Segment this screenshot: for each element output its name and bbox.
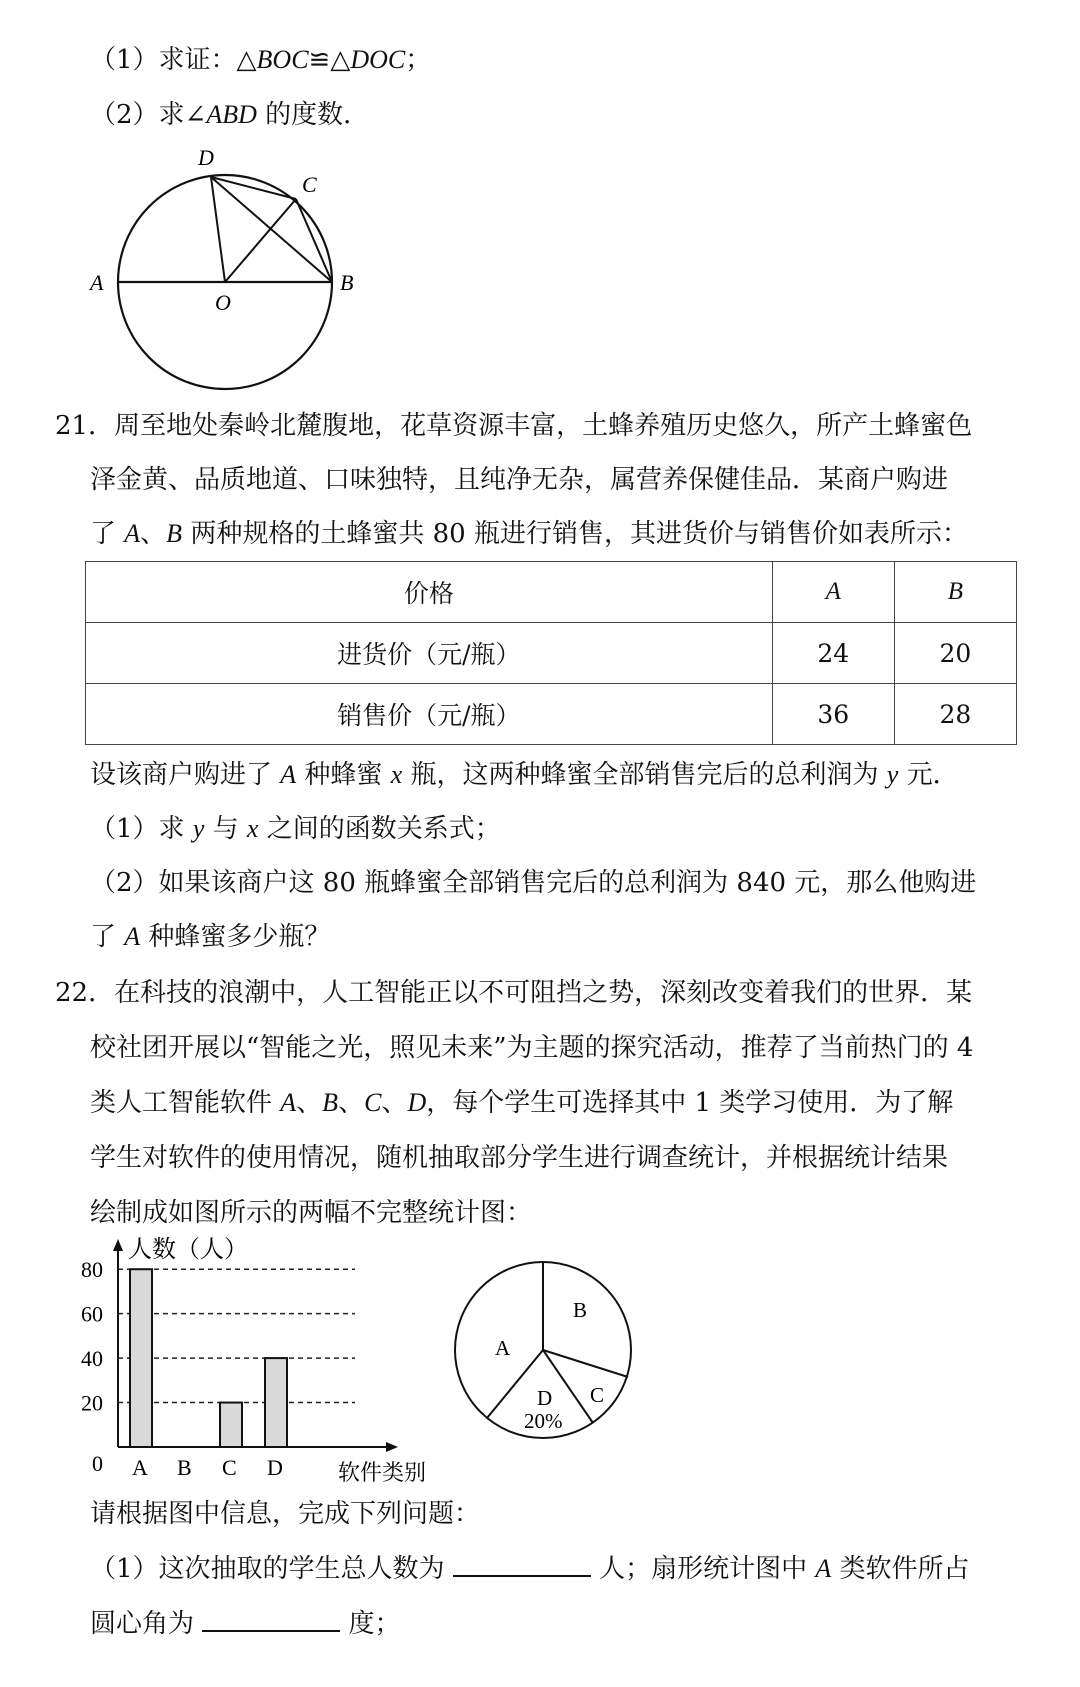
- circle-geometry-figure: [80, 140, 380, 400]
- x-axis-label: 软件类别: [338, 1461, 427, 1486]
- label-b: B: [340, 270, 354, 295]
- table-row: [86, 623, 1017, 684]
- p21-q1: （1）求 y 与 x 之间的函数关系式；: [90, 814, 501, 844]
- pie-divider: [487, 1350, 543, 1418]
- table-cell: 进货价（元/瓶）: [86, 623, 773, 684]
- table-cell: 24: [772, 623, 894, 684]
- pie-label-b: B: [573, 1298, 588, 1322]
- table-row: [86, 684, 1017, 745]
- label-o: O: [215, 290, 231, 315]
- y-tick-label: 20: [81, 1390, 103, 1416]
- table-header-cell: A: [772, 562, 894, 623]
- p20-q2: （2）求∠ABD 的度数．: [90, 100, 370, 130]
- p21-line2: 泽金黄、品质地道、口味独特，且纯净无杂，属营养保健佳品．某商户购进: [90, 465, 949, 495]
- pie-chart: [450, 1255, 650, 1455]
- x-tick-label: C: [222, 1455, 237, 1480]
- p21-q2-line1: （2）如果该商户这 80 瓶蜂蜜全部销售完后的总利润为 840 元，那么他购进: [90, 868, 977, 898]
- bar-c: [220, 1403, 242, 1447]
- p22-line3: 类人工智能软件 A、B、C、D，每个学生可选择其中 1 类学习使用．为了解: [90, 1088, 954, 1118]
- bar-a: [130, 1269, 152, 1447]
- answer-blank-angle[interactable]: [202, 1606, 340, 1632]
- table-cell: 36: [772, 684, 894, 745]
- table-header-cell: 价格: [86, 562, 773, 623]
- y-tick-label: 80: [81, 1257, 103, 1283]
- pie-label-c: C: [590, 1383, 605, 1407]
- p21-line1: 21．周至地处秦岭北麓腹地，花草资源丰富，土蜂养殖历史悠久，所产土蜂蜜色: [55, 411, 973, 441]
- table-cell: 20: [894, 623, 1016, 684]
- p22-line4: 学生对软件的使用情况，随机抽取部分学生进行调查统计，并根据统计结果: [90, 1143, 949, 1173]
- x-tick-label: A: [132, 1455, 148, 1480]
- y-axis-label: 人数（人）: [128, 1235, 248, 1263]
- bar-chart: [80, 1235, 460, 1490]
- segment-do: [211, 177, 225, 282]
- pie-label-a: A: [495, 1336, 511, 1360]
- table-cell: 28: [894, 684, 1016, 745]
- table-cell: 销售价（元/瓶）: [86, 684, 773, 745]
- table-row: [86, 562, 1017, 623]
- p22-line1: 22．在科技的浪潮中，人工智能正以不可阻挡之势，深刻改变着我们的世界．某: [55, 978, 973, 1008]
- p22-q1-line1: （1）这次抽取的学生总人数为 人；扇形统计图中 A 类软件所占: [90, 1551, 970, 1587]
- y-tick-label: 0: [92, 1451, 103, 1476]
- x-tick-label: B: [177, 1455, 192, 1480]
- label-d: D: [198, 145, 214, 170]
- p22-line2: 校社团开展以“智能之光，照见未来”为主题的探究活动，推荐了当前热门的 4: [90, 1033, 974, 1063]
- table-header-cell: B: [894, 562, 1016, 623]
- pie-divider: [543, 1350, 628, 1377]
- answer-blank-total[interactable]: [453, 1551, 591, 1577]
- p21-q2-line2: 了 A 种蜂蜜多少瓶？: [90, 922, 331, 952]
- x-axis-arrow: [386, 1442, 398, 1452]
- y-tick-label: 40: [81, 1346, 103, 1372]
- p21-line3: 了 A、B 两种规格的土蜂蜜共 80 瓶进行销售，其进货价与销售价如表所示：: [90, 519, 968, 549]
- price-table: [85, 561, 1017, 745]
- segment-cb: [296, 199, 332, 282]
- pie-percent-d: 20%: [524, 1409, 563, 1433]
- bar-d: [265, 1358, 287, 1447]
- label-a: A: [90, 270, 104, 295]
- label-c: C: [302, 172, 317, 197]
- p21-setup: 设该商户购进了 A 种蜂蜜 x 瓶，这两种蜂蜜全部销售完后的总利润为 y 元．: [90, 760, 959, 790]
- x-tick-label: D: [267, 1455, 283, 1480]
- y-axis-arrow: [113, 1239, 123, 1251]
- y-tick-label: 60: [81, 1301, 103, 1327]
- pie-label-d: D: [537, 1386, 553, 1410]
- p22-line5: 绘制成如图所示的两幅不完整统计图：: [90, 1198, 533, 1228]
- p22-prompt: 请根据图中信息，完成下列问题：: [90, 1499, 481, 1529]
- p20-q1: （1）求证：△BOC≌△DOC；: [90, 45, 432, 75]
- p22-q1-line2: 圆心角为 度；: [90, 1606, 401, 1642]
